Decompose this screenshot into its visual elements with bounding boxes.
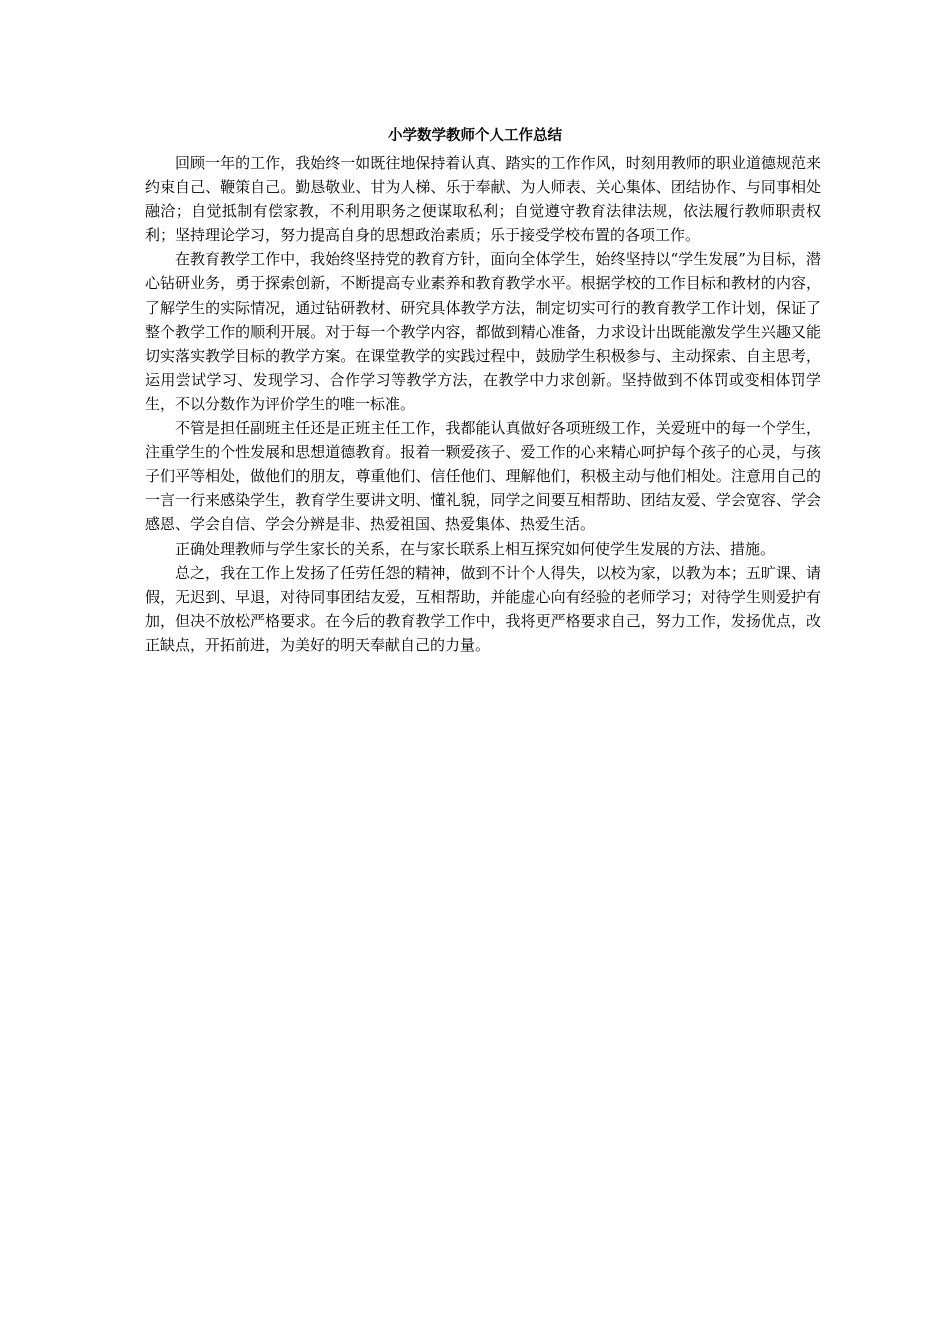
document-title: 小学数学教师个人工作总结 [388, 128, 562, 144]
paragraph-4: 正确处理教师与学生家长的关系，在与家长联系上相互探究如何使学生发展的方法、措施。 [175, 539, 776, 558]
paragraph-2: 在教育教学工作中，我始终坚持党的教育方针，面向全体学生，始终坚持以“学生发展”为目标，潜心钻研业务，勇于探索创新，不断提高专业素养和教育教学水平。根据学校的工作目标和教材的内容，了解学生的实际情况，通过钻研教材、研究具体教学方法，制定切实可行的教育教学工作计划，保证了整个教学工作的顺利开展。对于每一个教学内容，都做到精心准备，力求设计出既能激发学生兴趣又能切实落实教学目标的教学方案。在课堂教学的实践过程中，鼓励学生积极参与、主动探索、自主思考，运用尝试学习、发现学习、合作学习等教学方法，在教学中力求创新。坚持做到不体罚或变相体罚学生，不以分数作为评价学生的唯一标准。 [145, 250, 821, 413]
paragraph-3: 不管是担任副班主任还是正班主任工作，我都能认真做好各项班级工作，关爱班中的每一个学生，注重学生的个性发展和思想道德教育。报着一颗爱孩子、爱工作的心来精心呵护每个孩子的心灵，与孩子们平等相处，做他们的朋友，尊重他们、信任他们、理解他们，积极主动与他们相处。注意用自己的一言一行来感染学生，教育学生要讲文明、懂礼貌，同学之间要互相帮助、团结友爱、学会宽容、学会感恩、学会自信、学会分辨是非、热爱祖国、热爱集体、热爱生活。 [145, 419, 821, 534]
paragraph-5: 总之，我在工作上发扬了任劳任怨的精神，做到不计个人得失，以校为家，以教为本；五旷课、请假，无迟到、早退，对待同事团结友爱，互相帮助，并能虚心向有经验的老师学习；对待学生则爱护有加，但决不放松严格要求。在今后的教育教学工作中，我将更严格要求自己，努力工作，发扬优点，改正缺点，开拓前进，为美好的明天奉献自己的力量。 [145, 563, 821, 654]
document-body [145, 151, 821, 657]
paragraph-1: 回顾一年的工作，我始终一如既往地保持着认真、踏实的工作作风，时刻用教师的职业道德规范来约束自己、鞭策自己。勤恳敬业、甘为人梯、乐于奉献、为人师表、关心集体、团结协作、与同事相处融洽；自觉抵制有偿家教，不利用职务之便谋取私利；自觉遵守教育法律法规，依法履行教师职责权利；坚持理论学习，努力提高自身的思想政治素质；乐于接受学校布置的各项工作。 [145, 154, 821, 245]
